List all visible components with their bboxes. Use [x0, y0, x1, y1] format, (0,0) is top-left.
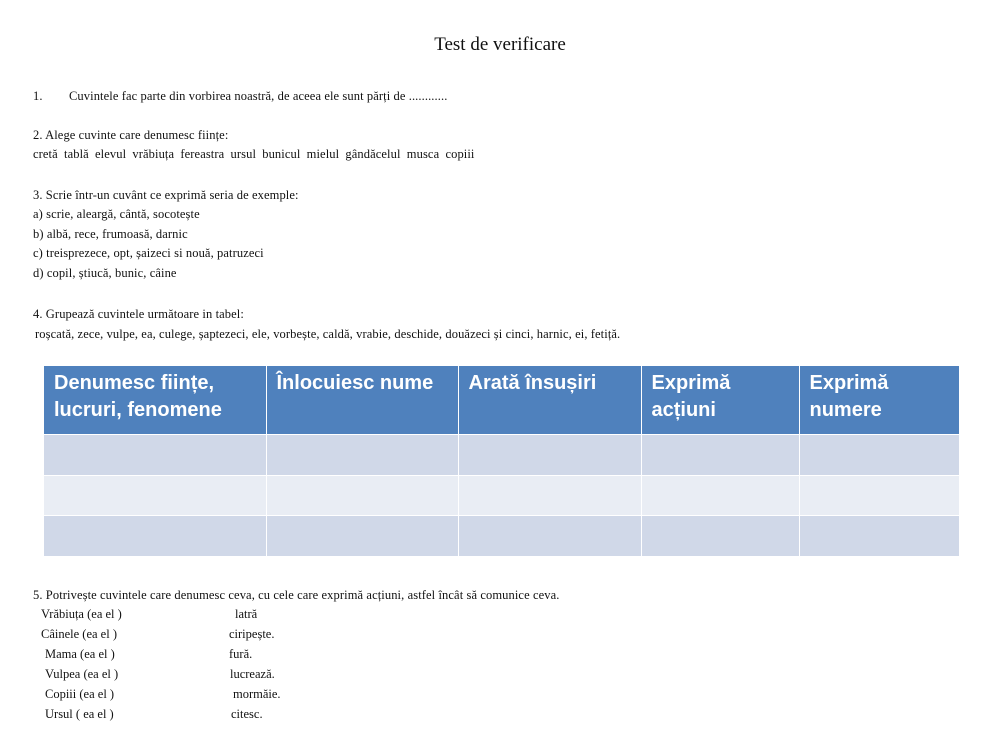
match-right-item: lucrează.: [230, 667, 275, 681]
header-arata-insusiri: Arată însușiri: [458, 366, 641, 435]
table-cell[interactable]: [799, 435, 959, 476]
question-5-prompt: 5. Potrivește cuvintele care denumesc ceva, cu cele care exprimă acțiuni, astfel încât să comunice ceva.: [33, 588, 560, 602]
table-cell[interactable]: [266, 516, 458, 556]
table-cell[interactable]: [458, 516, 641, 556]
table-row: [44, 435, 959, 476]
table-cell[interactable]: [44, 516, 266, 556]
match-right-item: citesc.: [231, 707, 263, 721]
match-right-item: ciripește.: [229, 627, 275, 641]
match-left-item: Vrăbiuța (ea el ): [41, 607, 122, 621]
page-title: Test de verificare: [434, 34, 566, 55]
table-row: [44, 475, 959, 516]
table-cell[interactable]: [44, 475, 266, 516]
match-left-item: Mama (ea el ): [45, 647, 115, 661]
table-cell[interactable]: [641, 516, 799, 556]
question-2-words: cretă tablă elevul vrăbiuța fereastra ursul bunicul mielul gândăcelul musca copiii: [33, 147, 475, 161]
question-4-prompt: 4. Grupează cuvintele următoare in tabel:: [33, 307, 244, 321]
table-cell[interactable]: [458, 475, 641, 516]
table-cell[interactable]: [266, 475, 458, 516]
table-header-row: [44, 366, 959, 435]
grouping-table: [44, 366, 959, 556]
table-cell[interactable]: [799, 475, 959, 516]
question-1-number: 1.: [33, 89, 43, 103]
match-left-item: Câinele (ea el ): [41, 627, 117, 641]
table-cell[interactable]: [458, 435, 641, 476]
match-left-item: Ursul ( ea el ): [45, 707, 114, 721]
question-3-prompt: 3. Scrie într-un cuvânt ce exprimă seria de exemple:: [33, 188, 299, 202]
match-right-item: latră: [235, 607, 258, 621]
question-3-item-c: c) treisprezece, opt, șaizeci si nouă, patruzeci: [33, 246, 264, 260]
table-cell[interactable]: [641, 475, 799, 516]
question-3-item-a: a) scrie, aleargă, cântă, socotește: [33, 207, 200, 221]
question-1: [33, 87, 447, 106]
table-cell[interactable]: [266, 435, 458, 476]
match-left-item: Vulpea (ea el ): [45, 667, 119, 681]
header-exprima-actiuni: Exprimă acțiuni: [641, 366, 799, 435]
table-row: [44, 516, 959, 556]
table-cell[interactable]: [799, 516, 959, 556]
question-1-text: Cuvintele fac parte din vorbirea noastră, de aceea ele sunt părți de ............: [69, 89, 448, 103]
table-cell[interactable]: [641, 435, 799, 476]
match-left-item: Copiii (ea el ): [45, 687, 115, 701]
match-right-item: fură.: [229, 647, 253, 661]
question-3-item-b: b) albă, rece, frumoasă, darnic: [33, 227, 188, 241]
question-4-words: roșcată, zece, vulpe, ea, culege, șaptezeci, ele, vorbește, caldă, vrabie, deschide, douăzeci și cinci, harnic, ei, fetiță.: [35, 327, 621, 341]
question-3-item-d: d) copil, știucă, bunic, câine: [33, 266, 177, 280]
table-cell[interactable]: [44, 435, 266, 476]
header-inlocuiesc-nume: Înlocuiesc nume: [266, 366, 458, 435]
question-2-prompt: 2. Alege cuvinte care denumesc ființe:: [33, 128, 229, 142]
header-denumesc-fiinte: Denumesc ființe, lucruri, fenomene: [44, 366, 266, 435]
match-right-item: mormăie.: [233, 687, 281, 701]
header-exprima-numere: Exprimă numere: [799, 366, 959, 435]
